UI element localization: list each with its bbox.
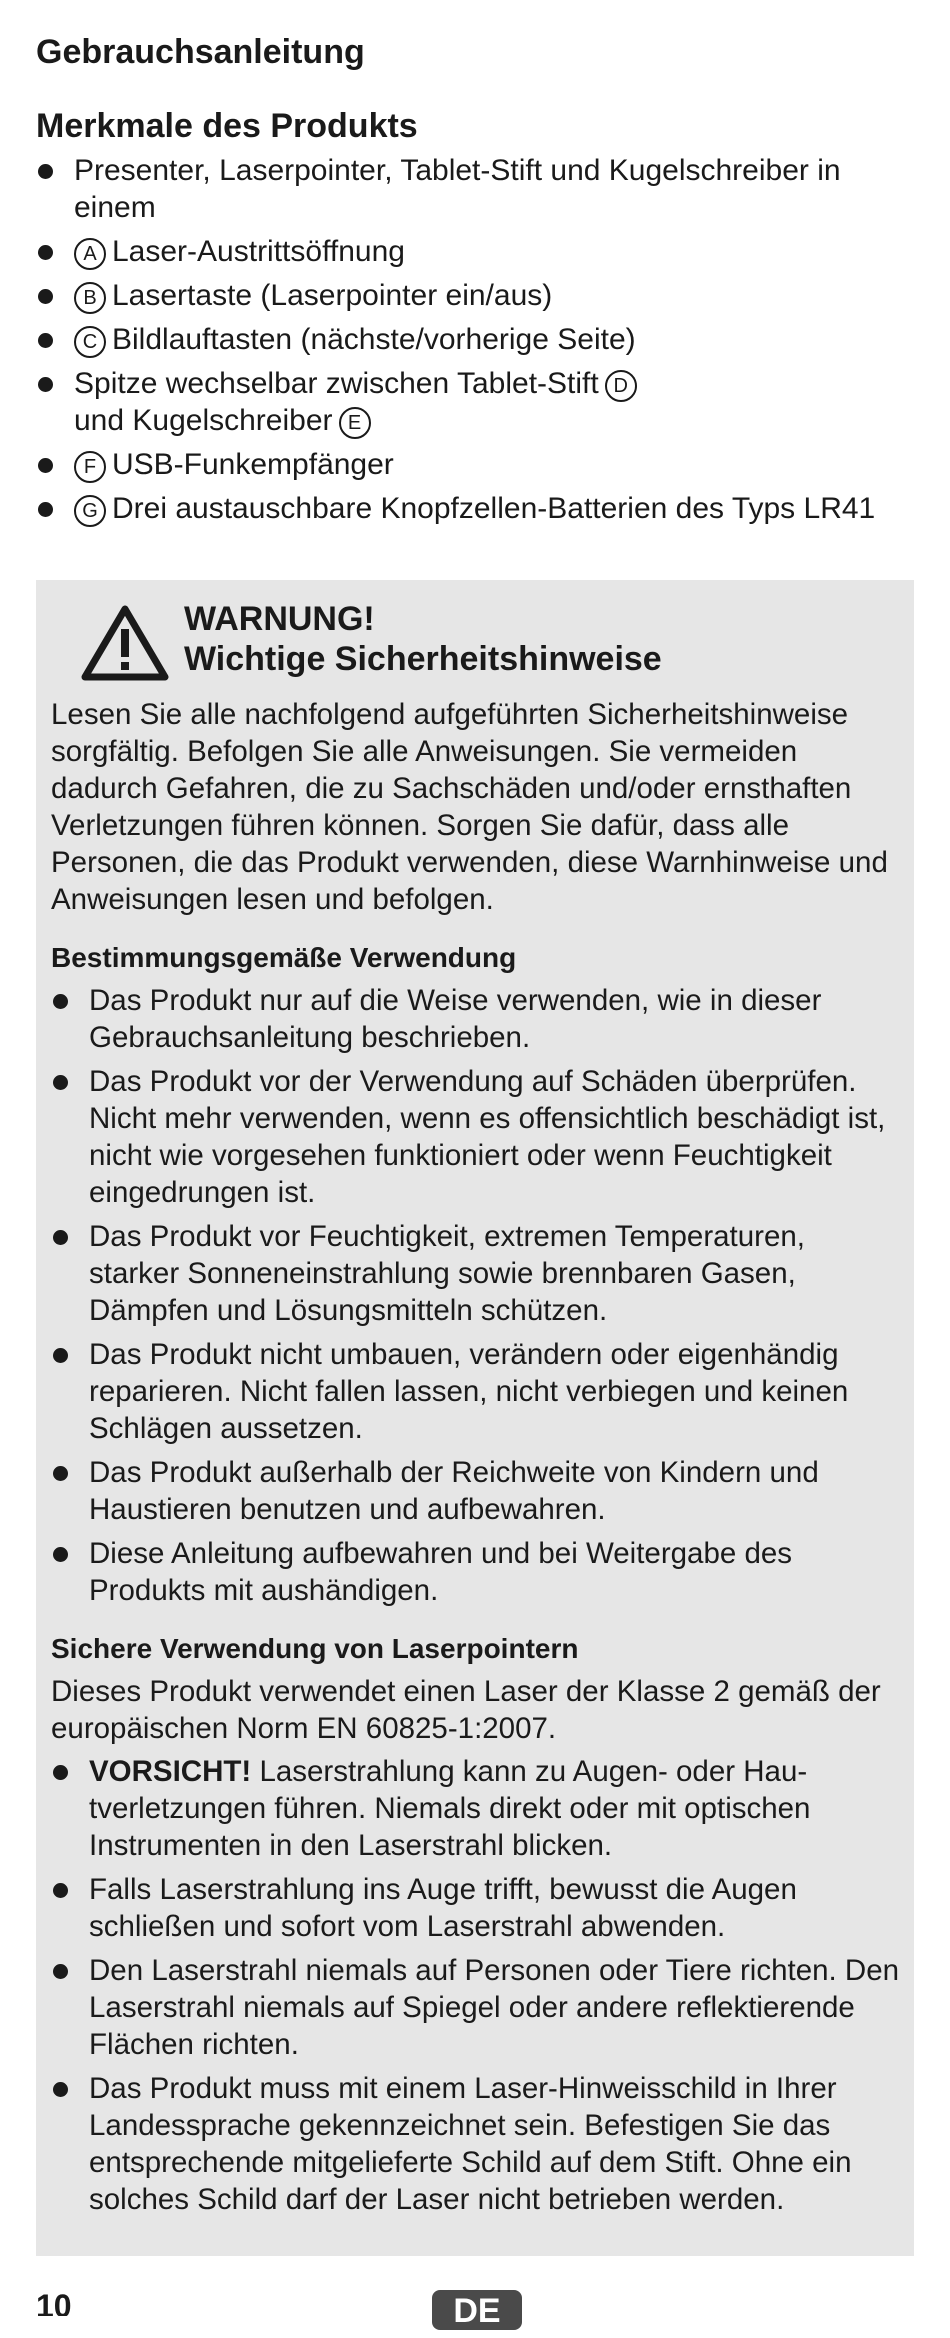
list-item-text: Diese Anleitung aufbewahren und bei Weitergabe des Produkts mit aushändigen. (89, 1537, 793, 1607)
bullet-icon (53, 1075, 68, 1090)
marker-g-icon: G (74, 495, 106, 527)
list-item-text: Das Produkt nur auf die Weise verwenden, wie in dieser Gebrauchsanleitung beschrieben. (89, 984, 822, 1054)
page-number: 10 (36, 2288, 72, 2316)
list-item (51, 1871, 900, 1945)
bullet-icon (38, 164, 53, 179)
list-item (51, 982, 900, 1056)
marker-d-icon: D (605, 370, 637, 402)
list-item-text: Laserstrahlung kann zu Augen- oder Hautverletzungen führen. Niemals direkt oder mit optischen Instrumenten in den Laserstrahl blicken. (89, 1755, 811, 1862)
laser-safety-intro: Dieses Produkt verwendet einen Laser der Klasse 2 gemäß der europäischen Norm EN 60825-1:2007. (51, 1675, 881, 1745)
warning-subtitle: Wichtige Sicherheitshinweise (184, 640, 662, 678)
list-item (51, 2070, 900, 2218)
feature-item (36, 365, 914, 439)
marker-b-icon: B (74, 282, 106, 314)
feature-text: Spitze wechselbar zwischen Tablet-Stift (74, 367, 599, 400)
bullet-icon (38, 502, 53, 517)
bullet-icon (38, 289, 53, 304)
feature-text: Laser-Austrittsöffnung (112, 235, 405, 268)
warning-triangle-icon (81, 604, 169, 682)
bullet-icon (53, 994, 68, 1009)
feature-text: Lasertaste (Laserpointer ein/aus) (112, 279, 553, 312)
feature-text: USB-Funkempfänger (112, 448, 394, 481)
list-item-text: Das Produkt vor Feuchtigkeit, extremen Temperaturen, starker Sonneneinstrahlung sowie brennbaren Gasen, Dämpfen und Lösungsmitteln schützen. (89, 1220, 805, 1327)
list-item-text: Das Produkt nicht umbauen, verändern oder eigenhändig reparieren. Nicht fallen lassen, nicht verbiegen und keinen Schlägen aussetzen. (89, 1338, 849, 1445)
laser-safety-title: Sichere Verwendung von Laserpointern (51, 1633, 579, 1664)
caution-label: VORSICHT! (89, 1755, 252, 1788)
feature-item (36, 446, 914, 483)
list-item-text: Das Produkt außerhalb der Reichweite von Kindern und Haustieren benutzen und aufbewahren. (89, 1456, 819, 1526)
list-item (51, 1952, 900, 2063)
bullet-icon (53, 1883, 68, 1898)
language-badge: DE (432, 2290, 522, 2330)
warning-intro: Lesen Sie alle nachfolgend aufgeführten Sicherheitshinweise sorgfältig. Befolgen Sie alle Anweisungen. Sie vermeiden dadurch Gefahren, die zu Sachschäden und/oder ernsthaften Verletzungen führen können. Sorgen Sie dafür, dass alle Personen, die das Produkt verwenden, diese Warnhinweise und Anweisungen lesen und befolgen. (51, 698, 888, 916)
bullet-icon (53, 1547, 68, 1562)
bullet-icon (38, 245, 53, 260)
feature-text: Presenter, Laserpointer, Tablet-Stift und Kugelschreiber in einem (74, 154, 841, 224)
feature-text: Drei austauschbare Knopfzellen-Batterien des Typs LR41 (112, 492, 876, 525)
feature-item (36, 277, 914, 314)
list-item (51, 1753, 900, 1864)
features-list (36, 152, 914, 527)
marker-a-icon: A (74, 238, 106, 270)
list-item (51, 1218, 900, 1329)
warning-box (36, 580, 914, 2256)
feature-item (36, 233, 914, 270)
list-item-text: Den Laserstrahl niemals auf Personen oder Tiere richten. Den Laserstrahl niemals auf Spiegel oder andere reflektierende Flächen richten. (89, 1954, 900, 2061)
marker-f-icon: F (74, 451, 106, 483)
feature-item (36, 152, 914, 226)
list-item (51, 1454, 900, 1528)
list-item (51, 1336, 900, 1447)
list-item-text: Das Produkt vor der Verwendung auf Schäden überprüfen. Nicht mehr verwenden, wenn es offensichtlich beschädigt ist, nicht wie vorgesehen funktioniert oder wenn Feuchtigkeit eingedrungen ist. (89, 1065, 886, 1209)
feature-item (36, 490, 914, 527)
page-content (36, 28, 914, 534)
features-title: Merkmale des Produkts (36, 107, 418, 145)
bullet-icon (53, 1230, 68, 1245)
feature-text: Bildlauftasten (nächste/vorherige Seite) (112, 323, 636, 356)
intended-use-title: Bestimmungsgemäße Verwendung (51, 942, 517, 973)
warning-title: WARNUNG! (184, 600, 375, 638)
bullet-icon (53, 1466, 68, 1481)
list-item-text: Das Produkt muss mit einem Laser-Hinweisschild in Ihrer Landessprache gekennzeichnet sein. Befestigen Sie das entsprechende mitgelieferte Schild auf dem Stift. Ohne ein solches Schild darf der Laser nicht betrieben werden. (89, 2072, 852, 2216)
laser-safety-list (51, 1753, 900, 2218)
bullet-icon (53, 2082, 68, 2097)
list-item (51, 1063, 900, 1211)
marker-e-icon: E (339, 407, 371, 439)
document-title: Gebrauchsanleitung (36, 33, 365, 71)
warning-header (51, 598, 900, 694)
feature-text: und Kugelschreiber (74, 404, 333, 437)
intended-use-list (51, 982, 900, 1609)
bullet-icon (38, 458, 53, 473)
feature-item (36, 321, 914, 358)
list-item (51, 1535, 900, 1609)
bullet-icon (38, 377, 53, 392)
bullet-icon (53, 1964, 68, 1979)
bullet-icon (53, 1348, 68, 1363)
bullet-icon (53, 1765, 68, 1780)
bullet-icon (38, 333, 53, 348)
list-item-text: Falls Laserstrahlung ins Auge trifft, bewusst die Augen schließen und sofort vom Laserstrahl abwenden. (89, 1873, 797, 1943)
marker-c-icon: C (74, 326, 106, 358)
